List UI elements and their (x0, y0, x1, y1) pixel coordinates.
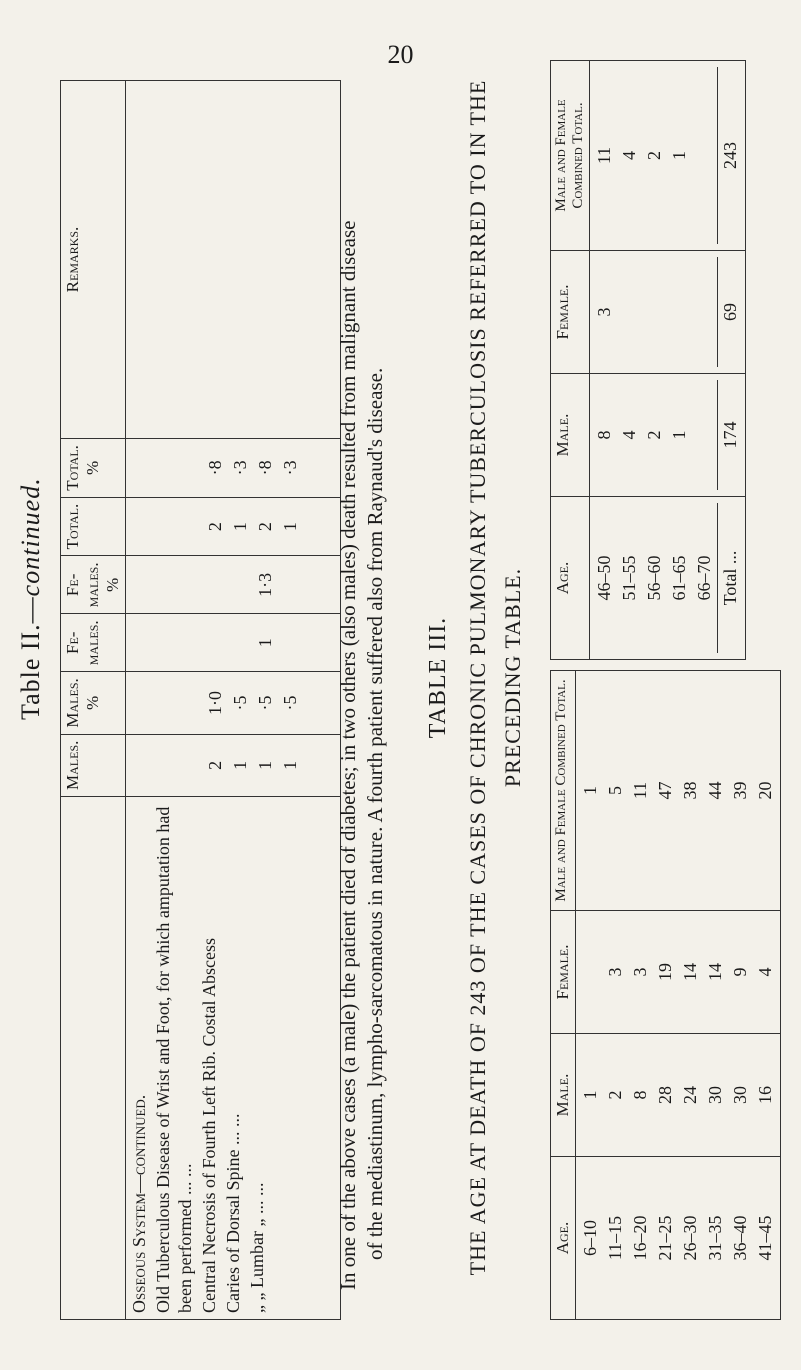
table-3-right (550, 60, 746, 660)
male-value: 16 (755, 1086, 775, 1104)
value: 2 (205, 522, 225, 532)
male-value: 30 (730, 1086, 750, 1104)
combined-value: 4 (619, 151, 639, 160)
table-2 (60, 80, 341, 1320)
combined-value: 44 (705, 781, 725, 800)
table-3-title-line-2: PRECEDING TABLE. (500, 567, 525, 788)
value: ·3 (230, 460, 250, 476)
value: ·3 (280, 460, 300, 476)
value: 1 (230, 522, 250, 532)
note-line-1: In one of the above cases (a male) the patient died of diabetes; in two others (also males) death resulted from malignant disease (336, 220, 360, 1290)
value: 1 (255, 638, 275, 648)
age-value: 26–30 (680, 1215, 700, 1261)
value (228, 562, 253, 607)
females-pct-cell (126, 556, 341, 614)
total-label: Total ... (717, 503, 743, 653)
col-combined: Male and Female Combined Total. (551, 671, 576, 911)
row-desc: Old Tuberculous Disease of Wrist and Foot, for which amputation had been performed ... ... (153, 806, 195, 1313)
age-value: 51–55 (619, 555, 639, 601)
combined-value: 11 (630, 781, 650, 800)
col-total: Total. (61, 497, 126, 556)
value: 2 (205, 760, 225, 770)
value: 1·3 (255, 572, 275, 597)
female-value: 3 (594, 307, 614, 317)
table-3-left (550, 670, 781, 1320)
female-value (617, 257, 642, 367)
male-value: 1 (580, 1090, 600, 1100)
female-cell (576, 911, 781, 1034)
male-cell (590, 374, 746, 497)
female-cell (590, 251, 746, 374)
value: ·5 (230, 695, 250, 711)
col-females-pct: Fe- males. % (61, 556, 126, 614)
value (203, 620, 228, 665)
value: ·8 (205, 460, 225, 476)
combined-value: 38 (680, 781, 700, 800)
table-3-label: TABLE III. (425, 616, 451, 739)
running-title-main: Table II.— (16, 596, 45, 720)
males-cell (126, 734, 341, 796)
female-value: 3 (605, 967, 625, 977)
age-value: 46–50 (594, 555, 614, 601)
age-value: 56–60 (644, 555, 664, 601)
row-desc: Central Necrosis of Fourth Left Rib. Costal Abscess (199, 938, 219, 1313)
female-value: 14 (705, 963, 725, 981)
age-cell (576, 1157, 781, 1320)
age-value: 66–70 (694, 555, 714, 601)
combined-value: 20 (755, 781, 775, 800)
col-description (61, 797, 126, 1320)
total-cell (126, 497, 341, 556)
col-combined: Male and Female Combined Total. (551, 61, 590, 251)
value: 2 (255, 522, 275, 532)
female-value: 14 (680, 963, 700, 981)
value: 1 (255, 760, 275, 770)
value (228, 620, 253, 665)
combined-value: 1 (669, 151, 689, 160)
value: ·8 (255, 460, 275, 476)
female-value (578, 917, 603, 1027)
total-pct-cell (126, 439, 341, 498)
male-value: 8 (630, 1090, 650, 1100)
value (278, 620, 303, 665)
combined-value: 2 (644, 151, 664, 160)
male-value: 24 (680, 1086, 700, 1104)
row-desc: „ „ Lumbar „ ... ... (247, 1182, 267, 1313)
combined-value: 5 (605, 786, 625, 795)
combined-value: 47 (655, 781, 675, 800)
combined-value: 1 (580, 786, 600, 795)
running-title-italic: continued. (16, 477, 45, 597)
age-value: 16–20 (630, 1215, 650, 1261)
value: 1 (280, 522, 300, 532)
value: 1 (280, 760, 300, 770)
female-value (667, 257, 692, 367)
col-males: Males. (61, 734, 126, 796)
value (278, 562, 303, 607)
col-male: Male. (551, 1034, 576, 1157)
age-value: 6–10 (580, 1220, 600, 1256)
age-value: 11–15 (605, 1215, 625, 1261)
age-value: 31–35 (705, 1215, 725, 1261)
combined-value: 11 (594, 146, 614, 165)
female-value (692, 257, 717, 367)
col-females: Fe- males. (61, 614, 126, 672)
value: ·5 (280, 695, 300, 711)
combined-value: 39 (730, 781, 750, 800)
female-value: 3 (630, 967, 650, 977)
col-remarks: Remarks. (61, 81, 126, 439)
combined-cell (576, 671, 781, 911)
male-value (692, 380, 717, 490)
age-value: 41–45 (755, 1215, 775, 1261)
combined-value (692, 67, 717, 244)
age-value: 21–25 (655, 1215, 675, 1261)
female-total: 69 (717, 257, 743, 367)
running-title (16, 100, 56, 720)
male-value: 28 (655, 1086, 675, 1104)
col-female: Female. (551, 911, 576, 1034)
females-cell (126, 614, 341, 672)
note-paragraph (335, 50, 389, 1290)
col-female: Female. (551, 251, 590, 374)
col-males-pct: Males. % (61, 672, 126, 734)
value: 1 (230, 760, 250, 770)
female-value: 4 (755, 967, 775, 977)
table-3-title-line-1: THE AGE AT DEATH OF 243 OF THE CASES OF CHRONIC PULMONARY TUBERCULOSIS REFERRED TO IN THE (465, 79, 490, 1276)
age-cell (590, 497, 746, 660)
male-value: 1 (669, 430, 689, 440)
value (203, 562, 228, 607)
female-value: 9 (730, 967, 750, 977)
males-pct-cell (126, 672, 341, 734)
male-value: 2 (605, 1090, 625, 1100)
age-value: 36–40 (730, 1215, 750, 1261)
female-value: 19 (655, 963, 675, 981)
value: ·5 (255, 695, 275, 711)
combined-total: 243 (717, 67, 743, 244)
value: 1·0 (205, 690, 225, 715)
description-cell (126, 797, 341, 1320)
section-heading: Osseous System—continued. (129, 1094, 149, 1313)
col-age: Age. (551, 497, 590, 660)
male-value: 2 (644, 430, 664, 440)
col-total-pct: Total. % (61, 439, 126, 498)
note-line-2: of the mediastinum, lympho-sarcomatous in nature. A fourth patient suffered also from Raynaud's disease. (363, 367, 387, 1260)
col-age: Age. (551, 1157, 576, 1320)
male-cell (576, 1034, 781, 1157)
female-value (642, 257, 667, 367)
male-total: 174 (717, 380, 743, 490)
col-male: Male. (551, 374, 590, 497)
male-value: 30 (705, 1086, 725, 1104)
combined-cell (590, 61, 746, 251)
male-value: 8 (594, 430, 614, 440)
male-value: 4 (619, 430, 639, 440)
remarks-cell (126, 81, 341, 439)
row-desc: Caries of Dorsal Spine ... ... (223, 1113, 243, 1313)
page-number: 20 (387, 40, 414, 69)
rotated-content (60, 35, 800, 1320)
age-value: 61–65 (669, 555, 689, 601)
